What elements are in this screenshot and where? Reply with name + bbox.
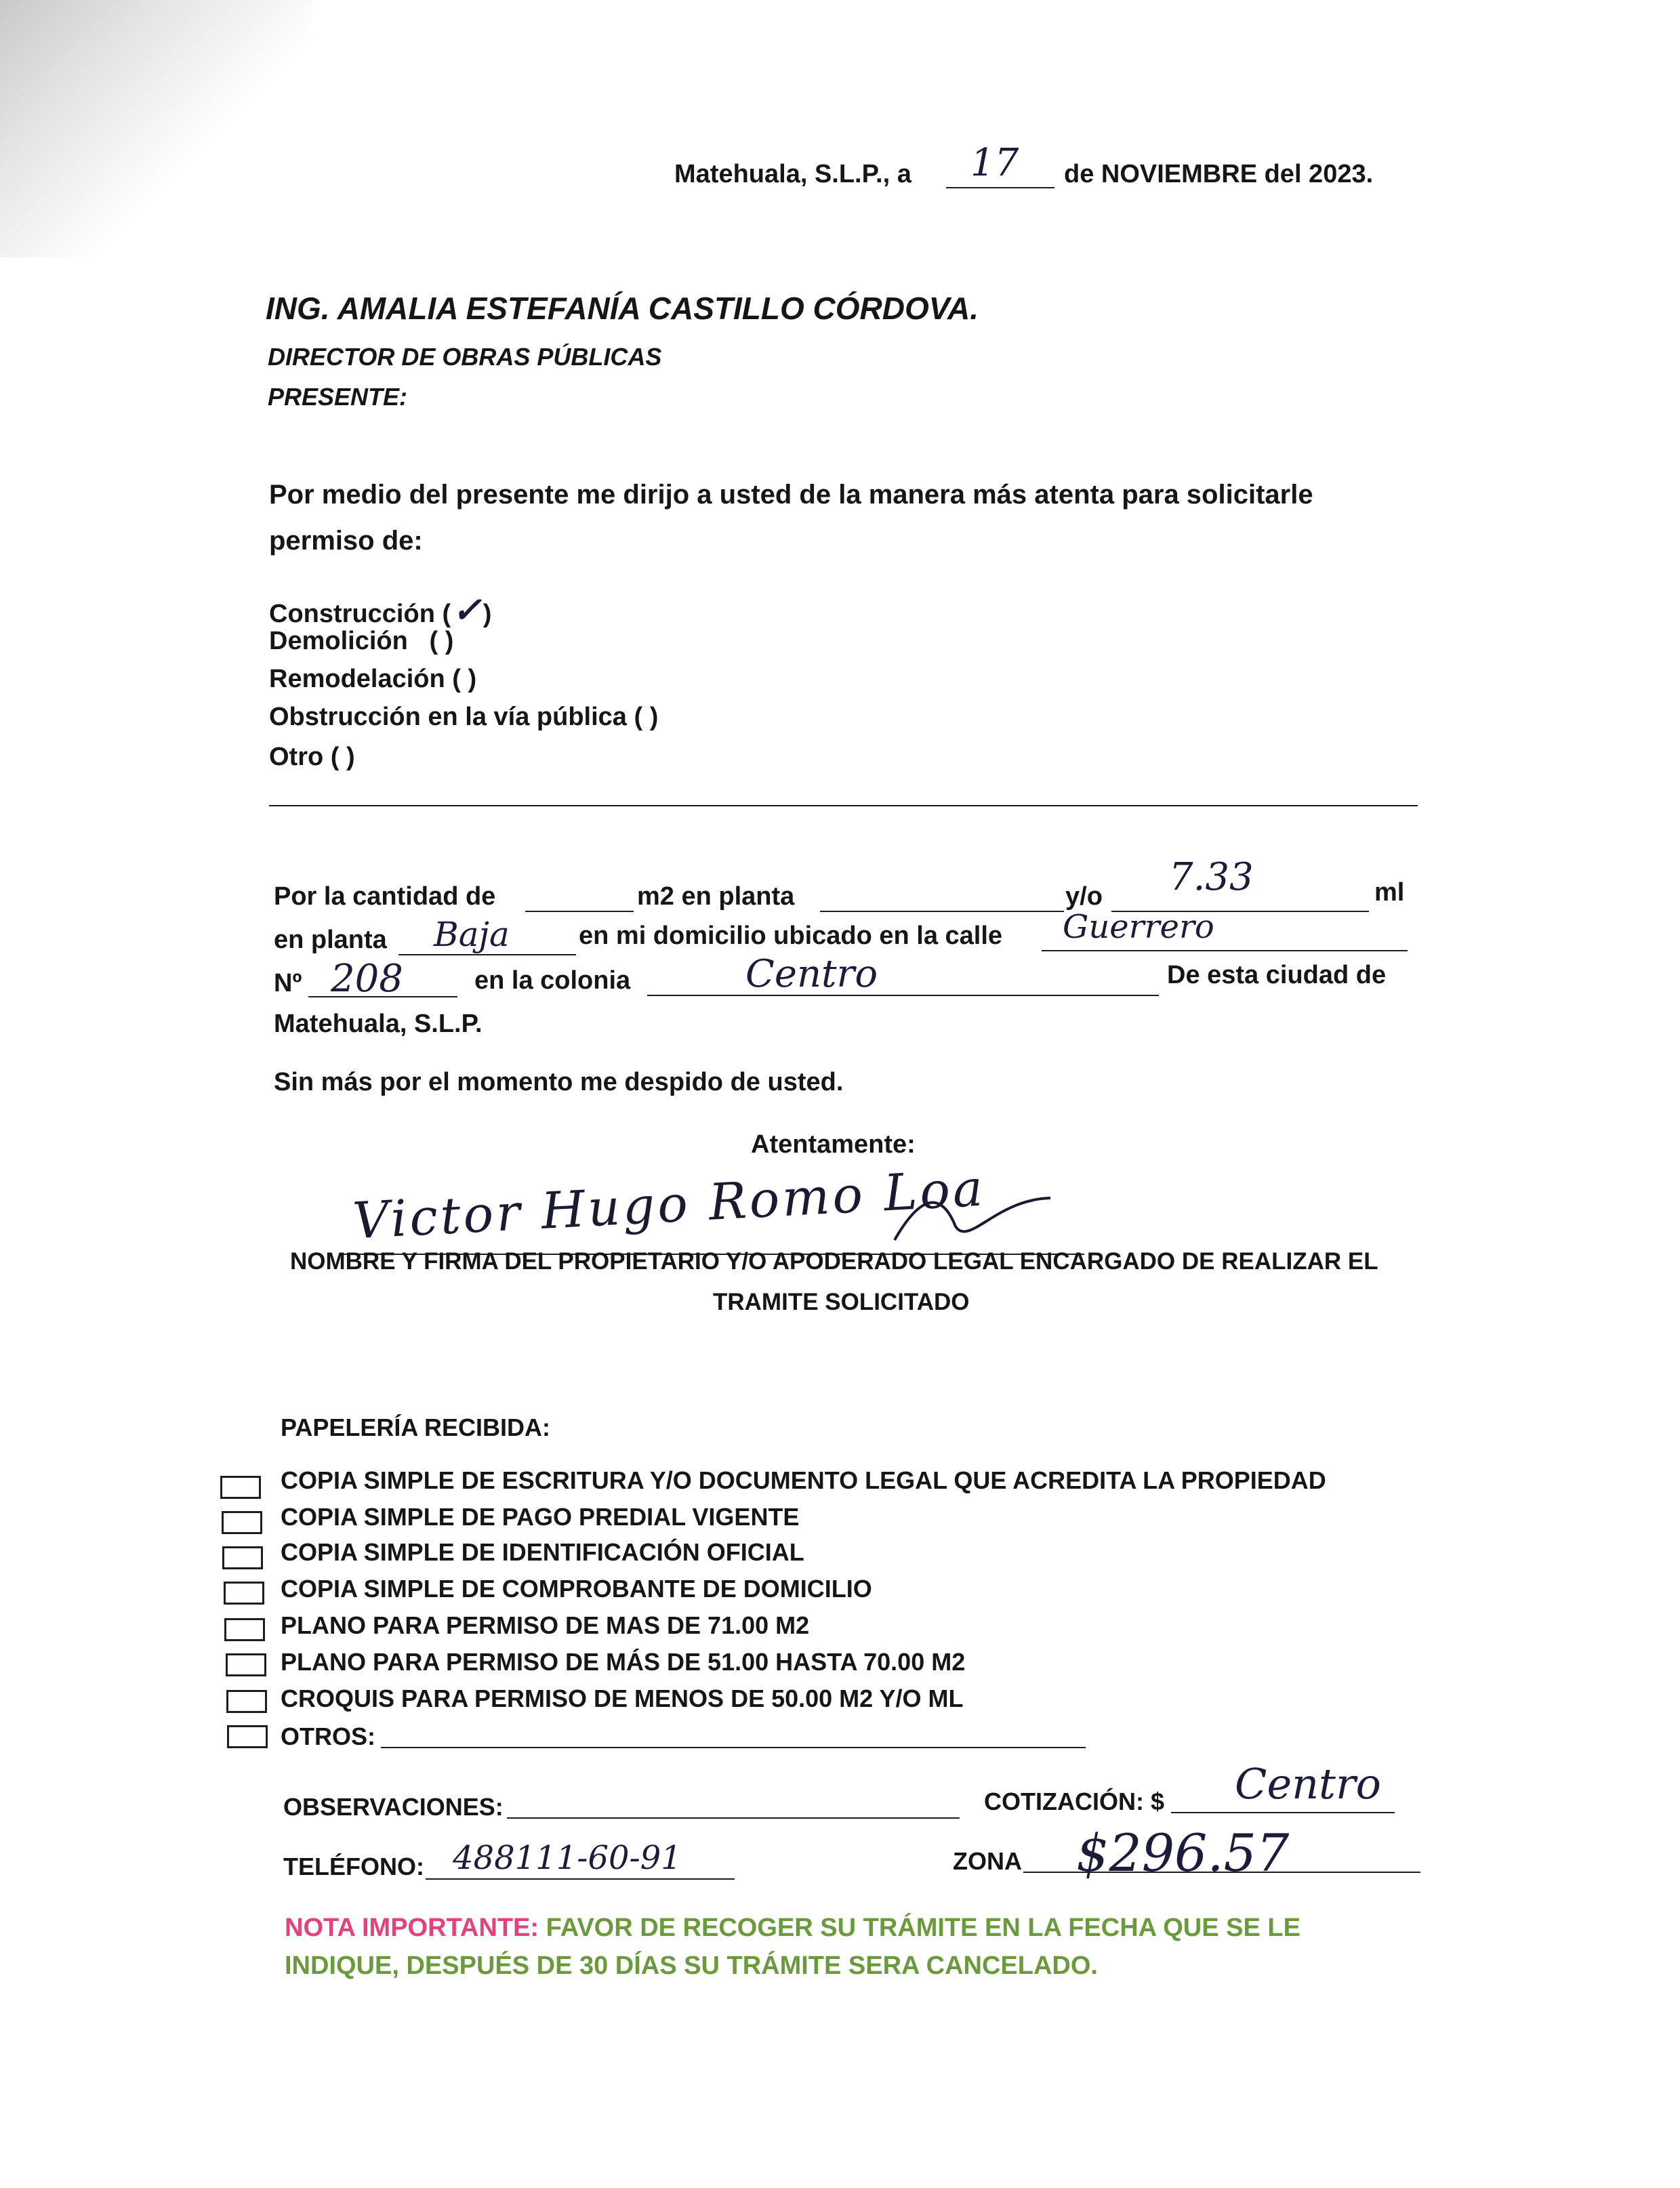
qty-label: Por la cantidad de <box>274 882 496 911</box>
doc-checkbox-croquis[interactable] <box>226 1690 267 1713</box>
en-planta-handwritten: Baja <box>434 915 510 954</box>
doc-checkbox-escritura[interactable] <box>220 1476 261 1499</box>
signature: Victor Hugo Romo Loa <box>351 1159 987 1251</box>
zona-handwritten: $296.57 <box>1076 1823 1290 1883</box>
qty-ml-handwritten: 7.33 <box>1169 855 1254 899</box>
doc-checkbox-plano-51[interactable] <box>226 1653 266 1676</box>
doc-label-plano-71: PLANO PARA PERMISO DE MAS DE 71.00 M2 <box>281 1611 810 1639</box>
qty-ml: ml <box>1374 878 1405 907</box>
ciudad-label: De esta ciudad de <box>1167 961 1387 989</box>
nota-line-1 <box>285 1914 1300 1943</box>
en-planta-label: en planta <box>274 926 387 954</box>
cotizacion-handwritten: Centro <box>1235 1759 1381 1809</box>
en-planta-line <box>398 954 576 955</box>
permit-remodelacion: Remodelación ( ) <box>269 665 477 693</box>
signature-flourish <box>881 1179 1057 1254</box>
calle-line <box>1042 950 1408 951</box>
cotizacion-label: COTIZACIÓN: $ <box>984 1788 1164 1815</box>
qty-m2-line <box>525 911 634 912</box>
ciudad-name: Matehuala, S.L.P. <box>274 1010 483 1038</box>
intro-line-2: permiso de: <box>269 526 423 556</box>
calle-handwritten: Guerrero <box>1063 908 1214 946</box>
colonia-handwritten: Centro <box>745 952 878 996</box>
zona-label: ZONA <box>953 1847 1022 1875</box>
observaciones-label: OBSERVACIONES: <box>283 1793 504 1821</box>
nota-label: NOTA IMPORTANTE: <box>285 1914 539 1942</box>
doc-label-identificacion: COPIA SIMPLE DE IDENTIFICACIÓN OFICIAL <box>281 1538 804 1566</box>
otros-line <box>381 1747 1086 1748</box>
signature-caption-1: NOMBRE Y FIRMA DEL PROPIETARIO Y/O APODERADO LEGAL ENCARGADO DE REALIZAR EL <box>290 1248 1378 1275</box>
doc-label-otros: OTROS: <box>281 1722 375 1750</box>
addressee-name: ING. AMALIA ESTEFANÍA CASTILLO CÓRDOVA. <box>266 291 979 326</box>
permit-demolicion: Demolición ( ) <box>269 627 454 655</box>
signature-caption-2: TRAMITE SOLICITADO <box>713 1289 970 1315</box>
telefono-line <box>426 1878 735 1880</box>
colonia-label: en la colonia <box>474 966 631 995</box>
qty-yo: y/o <box>1065 882 1103 911</box>
intro-line-1: Por medio del presente me dirijo a usted de la manera más atenta para solicitarle <box>269 480 1313 510</box>
qty-m2-en-planta: m2 en planta <box>637 882 795 911</box>
date-day-handwritten: 17 <box>970 141 1019 185</box>
doc-checkbox-otros[interactable] <box>227 1725 268 1748</box>
doc-checkbox-domicilio[interactable] <box>224 1582 264 1605</box>
observaciones-line <box>507 1817 960 1819</box>
doc-checkbox-plano-71[interactable] <box>224 1618 265 1641</box>
doc-label-plano-51: PLANO PARA PERMISO DE MÁS DE 51.00 HASTA 70.00 M2 <box>281 1648 966 1676</box>
doc-label-escritura: COPIA SIMPLE DE ESCRITURA Y/O DOCUMENTO LEGAL QUE ACREDITA LA PROPIEDAD <box>281 1466 1326 1494</box>
doc-label-domicilio: COPIA SIMPLE DE COMPROBANTE DE DOMICILIO <box>281 1575 872 1603</box>
numero-handwritten: 208 <box>331 957 403 1001</box>
scan-corner-shadow <box>0 0 312 257</box>
papeleria-title: PAPELERÍA RECIBIDA: <box>281 1413 551 1441</box>
doc-label-croquis: CROQUIS PARA PERMISO DE MENOS DE 50.00 M2 Y/O ML <box>281 1685 964 1712</box>
otro-blank-line <box>269 805 1418 806</box>
cotizacion-line <box>1171 1812 1395 1813</box>
atentamente: Atentamente: <box>751 1130 916 1159</box>
construccion-check-mark: ✓ <box>452 590 482 631</box>
doc-label-predial: COPIA SIMPLE DE PAGO PREDIAL VIGENTE <box>281 1503 800 1531</box>
qty-planta-line <box>820 911 1064 912</box>
doc-checkbox-predial[interactable] <box>222 1511 262 1534</box>
nota-text-1: FAVOR DE RECOGER SU TRÁMITE EN LA FECHA QUE SE LE <box>546 1914 1300 1942</box>
date-day-line <box>946 187 1054 188</box>
date-place: Matehuala, S.L.P., a <box>674 160 911 188</box>
domicilio-label: en mi domicilio ubicado en la calle <box>579 922 1003 950</box>
numero-label: Nº <box>274 969 302 997</box>
nota-text-2: INDIQUE, DESPUÉS DE 30 DÍAS SU TRÁMITE SERA CANCELADO. <box>285 1952 1098 1980</box>
addressee-greeting: PRESENTE: <box>268 383 408 411</box>
telefono-handwritten: 488111-60-91 <box>453 1839 682 1877</box>
telefono-label: TELÉFONO: <box>283 1853 424 1880</box>
colonia-line <box>647 995 1159 996</box>
doc-checkbox-identificacion[interactable] <box>222 1546 263 1569</box>
date-month-year: de NOVIEMBRE del 2023. <box>1064 160 1374 188</box>
addressee-title: DIRECTOR DE OBRAS PÚBLICAS <box>268 343 662 371</box>
permit-obstruccion: Obstrucción en la vía pública ( ) <box>269 703 659 731</box>
despedida: Sin más por el momento me despido de usted. <box>274 1068 844 1096</box>
permit-otro: Otro ( ) <box>269 743 355 771</box>
permit-construccion: Construcción (✓) <box>269 590 492 631</box>
